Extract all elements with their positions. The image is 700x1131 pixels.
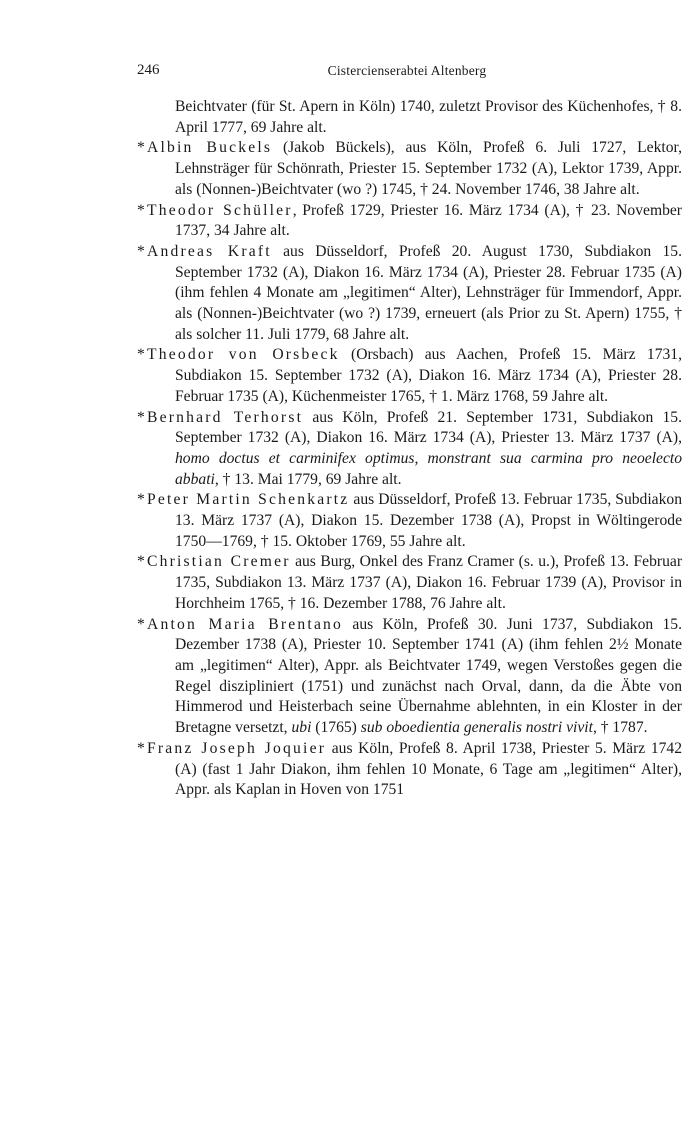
- entry-latin-quote: homo doctus et carminifex optimus, monstrant sua carmina pro neoelecto abbati: [175, 449, 682, 488]
- entry-theodor-von-orsbeck: [137, 345, 682, 407]
- entry-text: aus Köln, Profeß 8. April 1738, Priester 5. März 1742 (A) (fast 1 Jahr Diakon, ihm fehlen 10 Monate, 6 Tage am „legitimen“ Alter), Appr. als Kaplan in Hoven von 1751: [175, 739, 683, 799]
- entry-text: aus Köln, Profeß 21. September 1731, Subdiakon 15. September 1732 (A), Diakon 16. März 1734 (A), Priester 13. März 1737 (A),: [175, 408, 682, 447]
- entry-christian-cremer: [137, 552, 683, 614]
- entry-text: aus Burg, Onkel des Franz Cramer (s. u.), Profeß 13. Februar 1735, Subdiakon 13. März 1737 (A), Diakon 16. Februar 1739 (A), Provisor in Horchheim 1765, † 16. Dezember 1788, 76 Jahre alt.: [175, 553, 683, 612]
- entry-anton-maria-brentano: [137, 615, 683, 739]
- entry-albin-buckels: [137, 138, 682, 200]
- entry-name: *Peter Martin Schenkartz: [137, 491, 350, 509]
- entry-text: , Profeß 1729, Priester 16. März 1734 (A), † 23. November 1737, 34 Jahre alt.: [175, 201, 682, 240]
- entry-text-after: , † 1787.: [592, 719, 648, 737]
- entry-text-after: , † 13. Mai 1779, 69 Jahre alt.: [214, 470, 402, 488]
- page-header: [137, 62, 677, 84]
- entry-name: *Albin Buckels: [137, 139, 273, 157]
- entry-name: *Andreas Kraft: [137, 242, 272, 260]
- entry-peter-martin-schenkartz: [137, 490, 682, 552]
- entry-text: Beichtvater (für St. Apern in Köln) 1740, zuletzt Provisor des Küchenhofes, † 8. April 1777, 69 Jahre alt.: [175, 98, 682, 136]
- entry-text-mid: (1765): [311, 719, 361, 737]
- body-text: [137, 97, 682, 801]
- entry-text: (Jakob Bückels), aus Köln, Profeß 6. Juli 1727, Lektor, Lehnsträger für Schönrath, Priester 15. September 1732 (A), Lektor 1739, Appr. als (Nonnen-)Beichtvater (wo ?) 1745, † 24. November 1746, 38 Jahre alt.: [175, 139, 682, 198]
- entry-andreas-kraft: [137, 242, 682, 346]
- entry-text: (Orsbach) aus Aachen, Profeß 15. März 1731, Subdiakon 15. September 1732 (A), Diakon 16. März 1734 (A), Priester 28. Februar 1735 (A), Küchenmeister 1765, † 1. März 1768, 59 Jahre alt.: [175, 346, 682, 405]
- entry-theodor-schueller: [137, 201, 682, 242]
- entry-latin-phrase: sub oboedientia generalis nostri vivit: [360, 719, 593, 737]
- entry-franz-joseph-joquier: [137, 739, 683, 801]
- entry-text: aus Köln, Profeß 30. Juni 1737, Subdiakon 15. Dezember 1738 (A), Priester 10. September 1741 (A) (ihm fehlen 2½ Monate am „legitimen“ Alter), Appr. als Beichtvater 1749, wegen Verstoßes gegen die Regel diszipliniert (1751) und zunächst nach Orval, dann, da die Äbte von Himmerod und Heisterbach seine Übernahme ablehnten, in ein Kloster in der Bretagne versetzt,: [175, 615, 683, 737]
- entry-name: *Theodor von Orsbeck: [137, 346, 340, 364]
- entry-bernhard-terhorst: [137, 408, 682, 491]
- entry-latin-word: ubi: [291, 719, 312, 737]
- running-title: Cistercienserabtei Altenberg: [327, 63, 487, 78]
- page-number: 246: [137, 62, 160, 78]
- entry-name: *Christian Cremer: [137, 553, 291, 571]
- entry-text: aus Düsseldorf, Profeß 13. Februar 1735, Subdiakon 13. März 1737 (A), Diakon 15. Dezember 1738 (A), Propst in Wöltingerode 1750—1769, † 15. Oktober 1769, 55 Jahre alt.: [175, 491, 682, 550]
- entry-name: *Theodor Schüller: [137, 201, 293, 219]
- entry-text: aus Düsseldorf, Profeß 20. August 1730, Subdiakon 15. September 1732 (A), Diakon 16. März 1734 (A), Priester 28. Februar 1735 (A) (ihm fehlen 4 Monate am „legitimen“ Alter), Lehnsträger für Immendorf, Appr. als (Nonnen-)Beichtvater (wo ?) 1739, erneuert (als Prior zu St. Apern) 1755, † als solcher 11. Juli 1779, 68 Jahre alt.: [175, 242, 682, 343]
- entry-name: *Franz Joseph Joquier: [137, 739, 327, 757]
- entry-name: *Bernhard Terhorst: [137, 408, 304, 426]
- entry-name: *Anton Maria Brentano: [137, 615, 344, 633]
- entry-continuation: [175, 97, 682, 138]
